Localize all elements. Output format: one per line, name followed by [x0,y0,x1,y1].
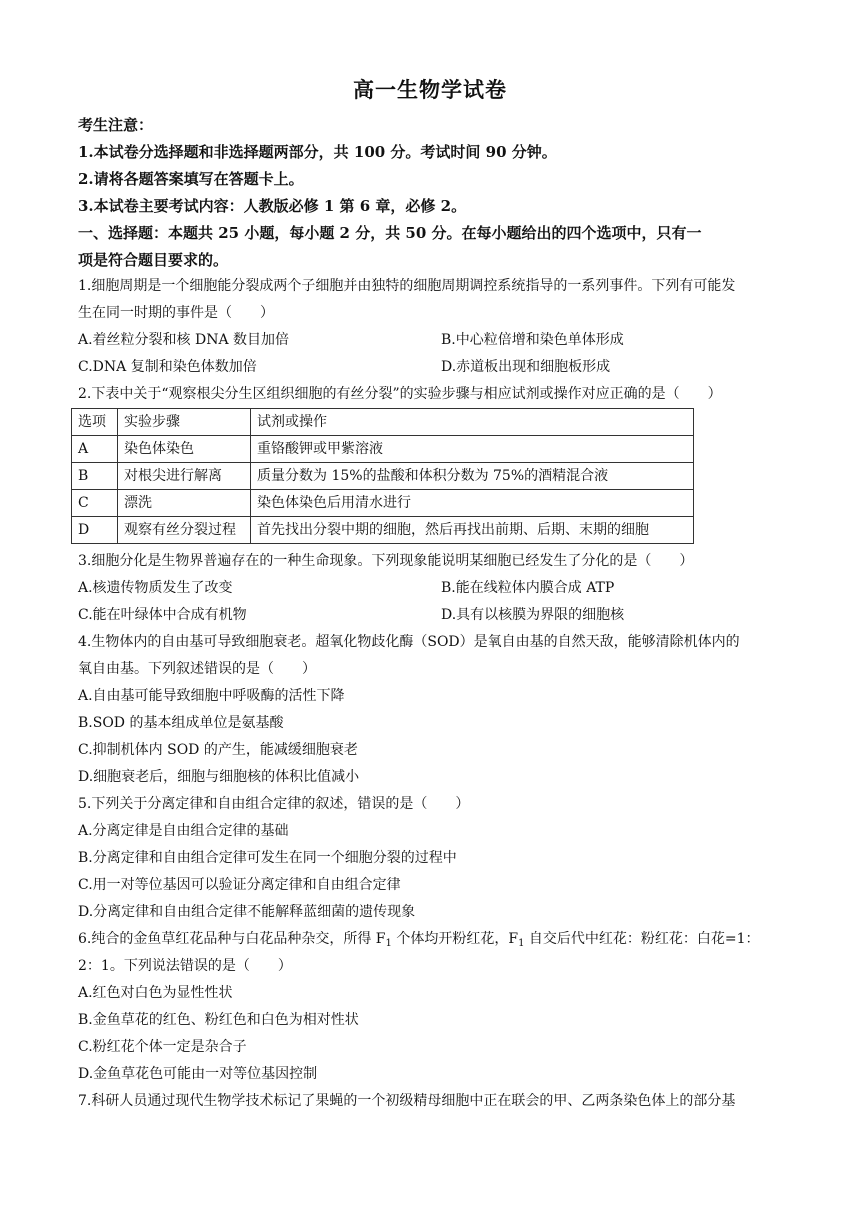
q6-stem-text: 自交后代中红花：粉红花：白花=1： [524,931,760,947]
q1-option-c: C.DNA 复制和染色体数加倍 [78,359,257,375]
notice-heading: 考生注意： [78,116,154,134]
table-cell: 染色体染色 [118,436,251,463]
q1-option-b: B.中心粒倍增和染色单体形成 [441,332,624,348]
q4-option-b: B.SOD 的基本组成单位是氨基酸 [78,715,284,731]
table-header-row [72,409,694,436]
q3-stem: 3.细胞分化是生物界普遍存在的一种生命现象。下列现象能说明某细胞已经发生了分化的是（ ） [78,553,694,569]
q1-option-a: A.着丝粒分裂和核 DNA 数目加倍 [78,332,290,348]
table-header-cell: 实验步骤 [118,409,251,436]
q6-stem-text: 个体均开粉红花，F [391,931,519,947]
q3-option-c: C.能在叶绿体中合成有机物 [78,607,247,623]
table-cell: D [72,517,118,544]
q6-stem-line-1 [78,930,760,953]
q1-stem-line-2: 生在同一时期的事件是（ ） [78,305,274,321]
q4-option-c: C.抑制机体内 SOD 的产生，能减缓细胞衰老 [78,742,358,758]
q4-option-d: D.细胞衰老后，细胞与细胞核的体积比值减小 [78,769,360,785]
section-heading-line-2: 项是符合题目要求的。 [78,251,229,269]
section-heading-line-1: 一、选择题：本题共 25 小题，每小题 2 分，共 50 分。在每小题给出的四个选项中，只有一 [78,224,702,242]
q3-option-b: B.能在线粒体内膜合成 ATP [441,580,615,596]
table-cell: C [72,490,118,517]
q1-option-d: D.赤道板出现和细胞板形成 [441,359,611,375]
q5-stem: 5.下列关于分离定律和自由组合定律的叙述，错误的是（ ） [78,796,470,812]
q4-stem-line-1: 4.生物体内的自由基可导致细胞衰老。超氧化物歧化酶（SOD）是氧自由基的自然天敌，能够清除机体内的 [78,634,740,650]
q4-stem-line-2: 氧自由基。下列叙述错误的是（ ） [78,661,316,677]
q2-stem: 2.下表中关于“观察根尖分生区组织细胞的有丝分裂”的实验步骤与相应试剂或操作对应正确的是（ ） [78,386,722,402]
table-cell: 首先找出分裂中期的细胞，然后再找出前期、后期、末期的细胞 [251,517,694,544]
q6-stem-line-2: 2：1。下列说法错误的是（ ） [78,958,292,974]
q3-option-d: D.具有以核膜为界限的细胞核 [441,607,625,623]
subscript: 1 [518,938,525,949]
q4-option-a: A.自由基可能导致细胞中呼吸酶的活性下降 [78,688,345,704]
table-row [72,517,694,544]
q6-option-a: A.红色对白色为显性性状 [78,985,233,1001]
q6-option-d: D.金鱼草花色可能由一对等位基因控制 [78,1066,318,1082]
q5-option-c: C.用一对等位基因可以验证分离定律和自由组合定律 [78,877,401,893]
table-cell: 染色体染色后用清水进行 [251,490,694,517]
table-cell: 观察有丝分裂过程 [118,517,251,544]
notice-item-3: 3.本试卷主要考试内容：人教版必修 1 第 6 章，必修 2。 [78,197,467,215]
notice-item-1: 1.本试卷分选择题和非选择题两部分，共 100 分。考试时间 90 分钟。 [78,143,557,161]
q3-option-a: A.核遗传物质发生了改变 [78,580,233,596]
q7-stem-line-1: 7.科研人员通过现代生物学技术标记了果蝇的一个初级精母细胞中正在联会的甲、乙两条染色体上的部分基 [78,1093,736,1109]
q6-stem-text: 6.纯合的金鱼草红花品种与白花品种杂交，所得 F [78,931,386,947]
table-cell: 质量分数为 15%的盐酸和体积分数为 75%的酒精混合液 [251,463,694,490]
table-cell: 漂洗 [118,490,251,517]
q6-option-b: B.金鱼草花的红色、粉红色和白色为相对性状 [78,1012,359,1028]
table-header-cell: 选项 [72,409,118,436]
q5-option-d: D.分离定律和自由组合定律不能解释蓝细菌的遗传现象 [78,904,416,920]
table-cell: 对根尖进行解离 [118,463,251,490]
q1-stem-line-1: 1.细胞周期是一个细胞能分裂成两个子细胞并由独特的细胞周期调控系统指导的一系列事件。下列有可能发 [78,278,736,294]
notice-item-2: 2.请将各题答案填写在答题卡上。 [78,170,304,188]
table-row [72,490,694,517]
table-cell: B [72,463,118,490]
table-cell: 重铬酸钾或甲紫溶液 [251,436,694,463]
page-title: 高一生物学试卷 [353,77,507,102]
q2-table [71,408,694,544]
q5-option-b: B.分离定律和自由组合定律可发生在同一个细胞分裂的过程中 [78,850,457,866]
q5-option-a: A.分离定律是自由组合定律的基础 [78,823,289,839]
subscript: 1 [385,938,392,949]
table-header-cell: 试剂或操作 [251,409,694,436]
table-row [72,436,694,463]
table-cell: A [72,436,118,463]
table-row [72,463,694,490]
q6-option-c: C.粉红花个体一定是杂合子 [78,1039,247,1055]
